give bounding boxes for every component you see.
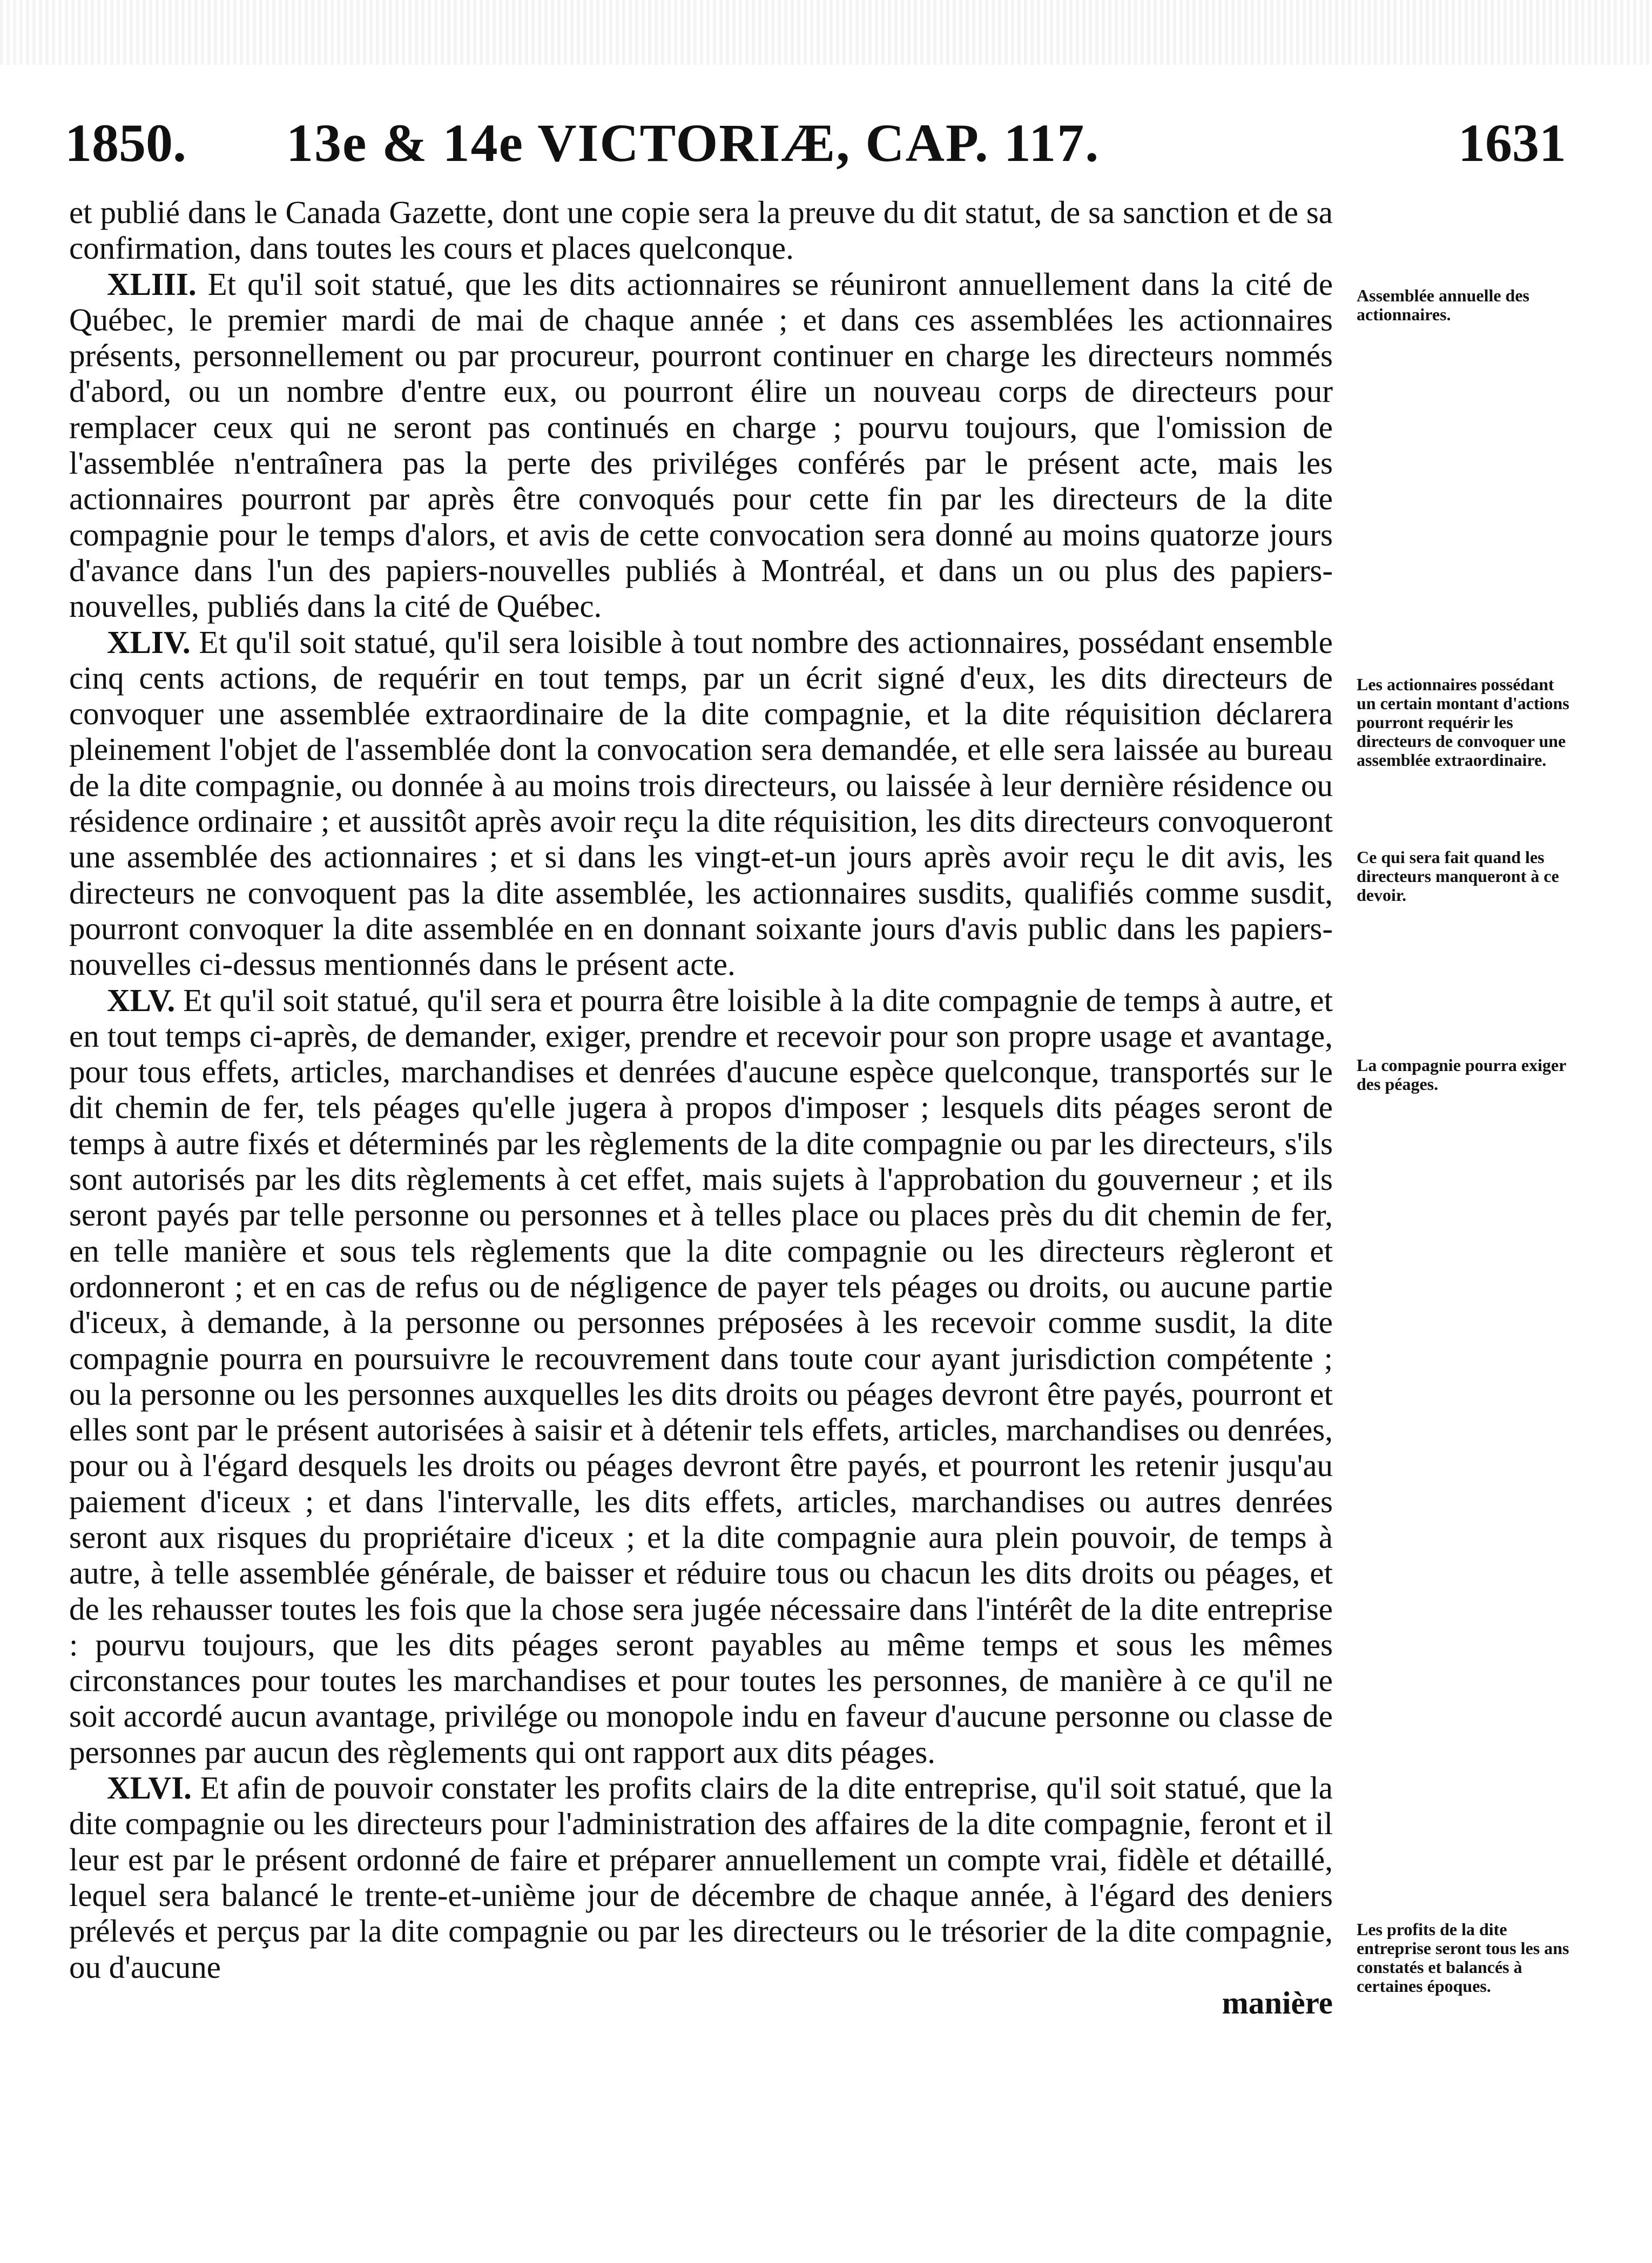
margin-note-directors-default: Ce qui sera fait quand les directeurs manqueront à ce devoir.: [1357, 847, 1559, 905]
margin-note-extraordinary-meeting: Les actionnaires possédant un certain montant d'actions pourront requérir les directeurs de convoquer une assemblée extraordinaire.: [1357, 675, 1569, 770]
main-text: [69, 194, 1333, 2020]
section-number: XLV.: [107, 982, 176, 1018]
paragraph-text: Et qu'il soit statué, que les dits actionnaires se réuniront annuellement dans la cité de Québec, le premier mardi de mai de chaque année ; et dans ces assemblées les actionnaires présents, personnellement ou par procureur, pourront continuer en charge les directeurs nommés d'abord, ou un nombre d'entre eux, ou pourront élire un nouveau corps de directeurs pour remplacer ceux qui ne seront pas continués en charge ; pourvu toujours, que l'omission de l'assemblée n'entraînera pas la perte des priviléges conférés par le présent acte, mais les actionnaires pourront par après être convoqués pour cette fin par les directeurs de la dite compagnie pour le temps d'alors, et avis de cette convocation sera donné au moins quatorze jours d'avance dans l'un des papiers-nouvelles publiés à Montréal, et dans un ou plus des papiers-nouvelles, publiés dans la cité de Québec.: [69, 266, 1333, 624]
page-number: 1631: [1458, 113, 1566, 173]
paragraph-text: Et qu'il soit statué, qu'il sera et pourra être loisible à la dite compagnie de temps à autre, et en tout temps ci-après, de demander, exiger, prendre et recevoir pour son propre usage et avantage, pour tous effets, articles, marchandises et denrées d'aucune espèce quelconque, transportés sur le dit chemin de fer, tels péages qu'elle jugera à propos d'imposer ; lesquels dits péages seront de temps à autre fixés et déterminés par les règlements de la dite compagnie ou par les directeurs, s'ils sont autorisés par les dits règlements à cet effet, mais sujets à l'approbation du gouverneur ; et ils seront payés par telle personne ou personnes et à telles place ou places près du dit chemin de fer, en telle manière et sous tels règlements que la dite compagnie ou les directeurs règleront et ordonneront ; et en cas de refus ou de négligence de payer tels péages ou droits, ou aucune partie d'iceux, à demande, à la personne ou personnes préposées à les recevoir comme susdit, la dite compagnie pourra en poursuivre le recouvrement dans toute cour ayant jurisdiction compétente ; ou la personne ou les personnes auxquelles les dits droits ou péages devront être payés, pourront et elles sont par le présent autorisées à saisir et à détenir tels effets, articles, marchandises ou denrées, pour ou à l'égard desquels les droits ou péages devront être payés, et pourront les retenir jusqu'au paiement d'iceux ; et dans l'intervalle, les dits effets, articles, marchandises ou autres denrées seront aux risques du propriétaire d'iceux ; et la dite compagnie aura plein pouvoir, de temps à autre, à telle assemblée générale, de baisser et réduire tous ou chacun les dits droits ou péages, et de les rehausser toutes les fois que la chose sera jugée nécessaire dans l'intérêt de la dite entreprise : pourvu toujours, que les dits péages seront payables au même temps et sous les mêmes circonstances pour toutes les marchandises et pour toutes les personnes, de manière à ce qu'il ne soit accordé aucun avantage, privilége ou monopole indu en faveur d'aucune personne ou classe de personnes par aucun des règlements qui ont rapport aux dits péages.: [69, 982, 1333, 1770]
paragraph-text: et publié dans le Canada Gazette, dont une copie sera la preuve du dit statut, de sa sanction et de sa confirmation, dans toutes les cours et places quelconque.: [69, 194, 1333, 266]
margin-note-profits: Les profits de la dite entreprise seront tous les ans constatés et balancés à certaines époques.: [1357, 1919, 1569, 1996]
section-number: XLVI.: [107, 1770, 192, 1806]
catchword: manière: [1222, 1984, 1333, 2020]
section-46: [69, 1770, 1333, 1985]
header-title: 13e & 14e VICTORIÆ, CAP. 117.: [286, 113, 1100, 173]
paragraph-continued: [69, 194, 1333, 266]
header-year: 1850.: [65, 113, 186, 173]
section-43: [69, 266, 1333, 624]
margin-note-annual-meeting: Assemblée annuelle des actionnaires.: [1357, 286, 1529, 324]
section-number: XLIV.: [107, 624, 191, 660]
section-45: [69, 982, 1333, 1770]
paragraph-text: Et afin de pouvoir constater les profits clairs de la dite entreprise, qu'il soit statué, que la dite compagnie ou les directeurs pour l'administration des affaires de la dite compagnie, feront et il leur est par le présent ordonné de faire et préparer annuellement un compte vrai, fidèle et détaillé, lequel sera balancé le trente-et-unième jour de décembre de chaque année, à l'égard des deniers prélevés et perçus par la dite compagnie ou par les directeurs ou le trésorier de la dite compagnie, ou d'aucune: [69, 1770, 1333, 1985]
margin-note-tolls: La compagnie pourra exiger des péages.: [1357, 1055, 1566, 1094]
scan-border: [0, 0, 1652, 65]
page-header: [65, 108, 1566, 178]
paragraph-text: Et qu'il soit statué, qu'il sera loisible à tout nombre des actionnaires, possédant ensemble cinq cents actions, de requérir en tout temps, par un écrit signé d'eux, les dits directeurs de convoquer une assemblée extraordinaire de la dite compagnie, et la dite réquisition déclarera pleinement l'objet de l'assemblée dont la convocation sera demandée, et elle sera laissée au bureau de la dite compagnie, ou donnée à au moins trois directeurs, ou laissée à leur dernière résidence ou résidence ordinaire ; et aussitôt après avoir reçu la dite réquisition, les dits directeurs convoqueront une assemblée des actionnaires ; et si dans les vingt-et-un jours après avoir reçu le dit avis, les directeurs ne convoquent pas la dite assemblée, les actionnaires susdits, qualifiés comme susdit, pourront convoquer la dite assemblée en en donnant soixante jours d'avis public dans les papiers-nouvelles ci-dessus mentionnés dans le présent acte.: [69, 624, 1333, 982]
section-44: [69, 624, 1333, 982]
section-number: XLIII.: [107, 266, 197, 302]
